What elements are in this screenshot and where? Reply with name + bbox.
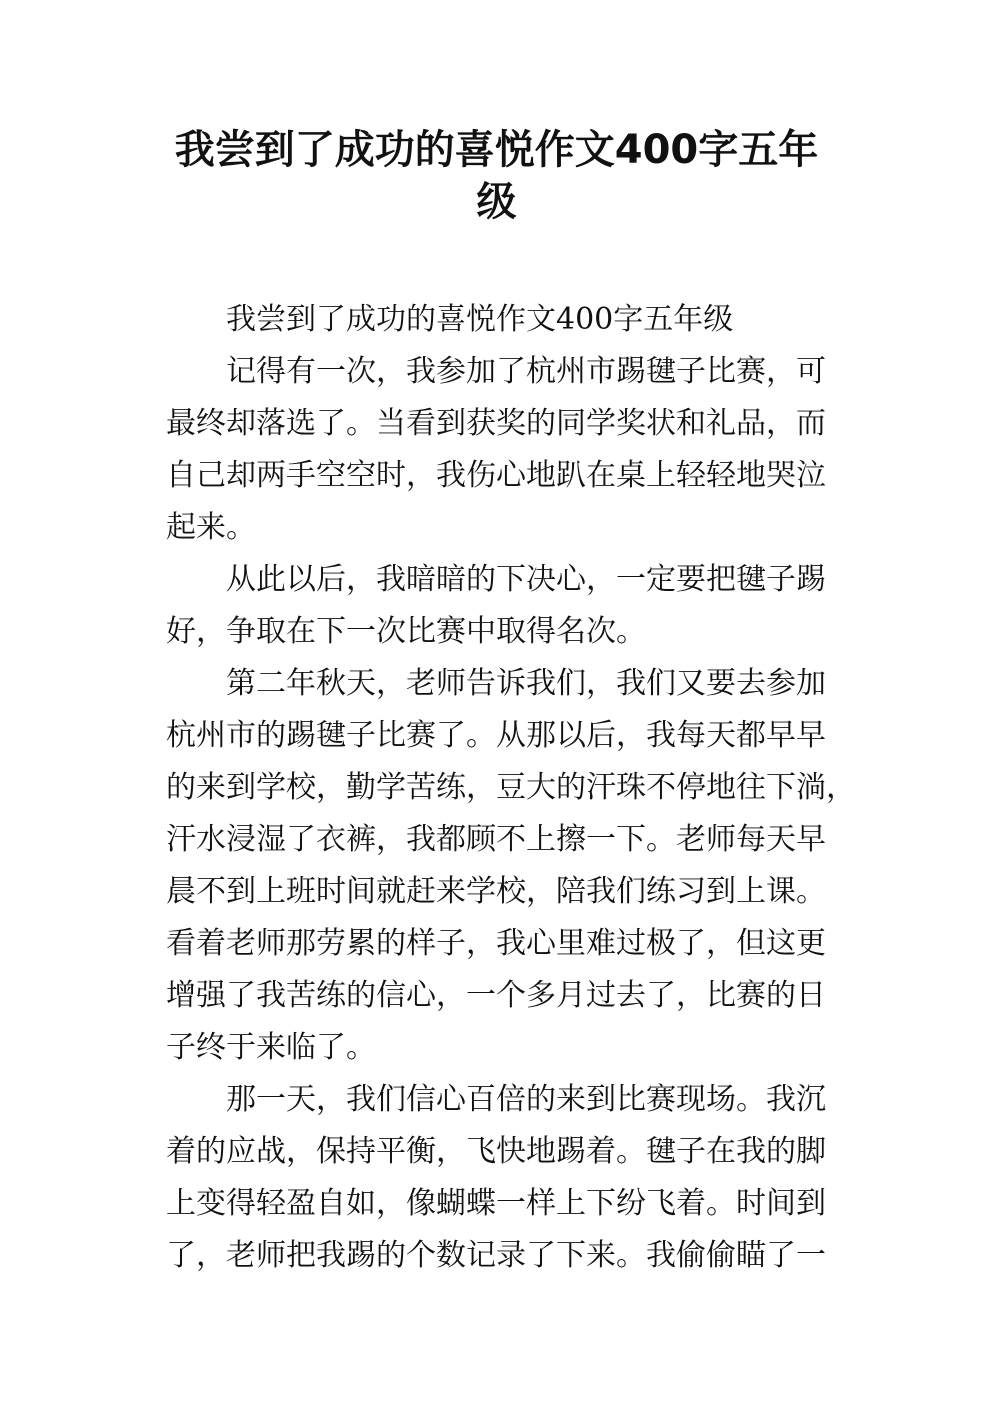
paragraph-1-line: 我尝到了成功的喜悦作文400字五年级	[226, 302, 734, 337]
paragraph-4-line: 看着老师那劳累的样子，我心里难过极了，但这更	[166, 926, 826, 961]
paragraph-5-line: 着的应战，保持平衡，飞快地踢着。毽子在我的脚	[166, 1134, 826, 1169]
paragraph-2-line: 自己却两手空空时，我伤心地趴在桌上轻轻地哭泣	[166, 458, 826, 493]
paragraph-2-line: 记得有一次，我参加了杭州市踢毽子比赛，可	[226, 354, 826, 389]
paragraph-4-line: 汗水浸湿了衣裤，我都顾不上擦一下。老师每天早	[166, 822, 826, 857]
paragraph-2-line: 起来。	[166, 510, 256, 545]
paragraph-3-line: 从此以后，我暗暗的下决心，一定要把毽子踢	[226, 562, 826, 597]
document-title-line-2: 级	[476, 179, 517, 225]
paragraph-4-line: 子终于来临了。	[166, 1030, 376, 1065]
paragraph-2-line: 最终却落选了。当看到获奖的同学奖状和礼品，而	[166, 406, 826, 441]
paragraph-3-line: 好，争取在下一次比赛中取得名次。	[166, 614, 646, 649]
paragraph-4-line: 第二年秋天，老师告诉我们，我们又要去参加	[226, 666, 826, 701]
paragraph-5-line: 了，老师把我踢的个数记录了下来。我偷偷瞄了一	[166, 1238, 826, 1273]
paragraph-5-line: 那一天，我们信心百倍的来到比赛现场。我沉	[226, 1082, 826, 1117]
paragraph-5-line: 上变得轻盈自如，像蝴蝶一样上下纷飞着。时间到	[166, 1186, 826, 1221]
document-title-line-1: 我尝到了成功的喜悦作文400字五年	[174, 127, 819, 173]
paragraph-4-line: 杭州市的踢毽子比赛了。从那以后，我每天都早早	[166, 718, 826, 753]
paragraph-4-line: 增强了我苦练的信心，一个多月过去了，比赛的日	[166, 978, 826, 1013]
paragraph-4-line: 晨不到上班时间就赶来学校，陪我们练习到上课。	[166, 874, 826, 909]
paragraph-4-line: 的来到学校，勤学苦练，豆大的汗珠不停地往下淌，	[166, 770, 856, 805]
